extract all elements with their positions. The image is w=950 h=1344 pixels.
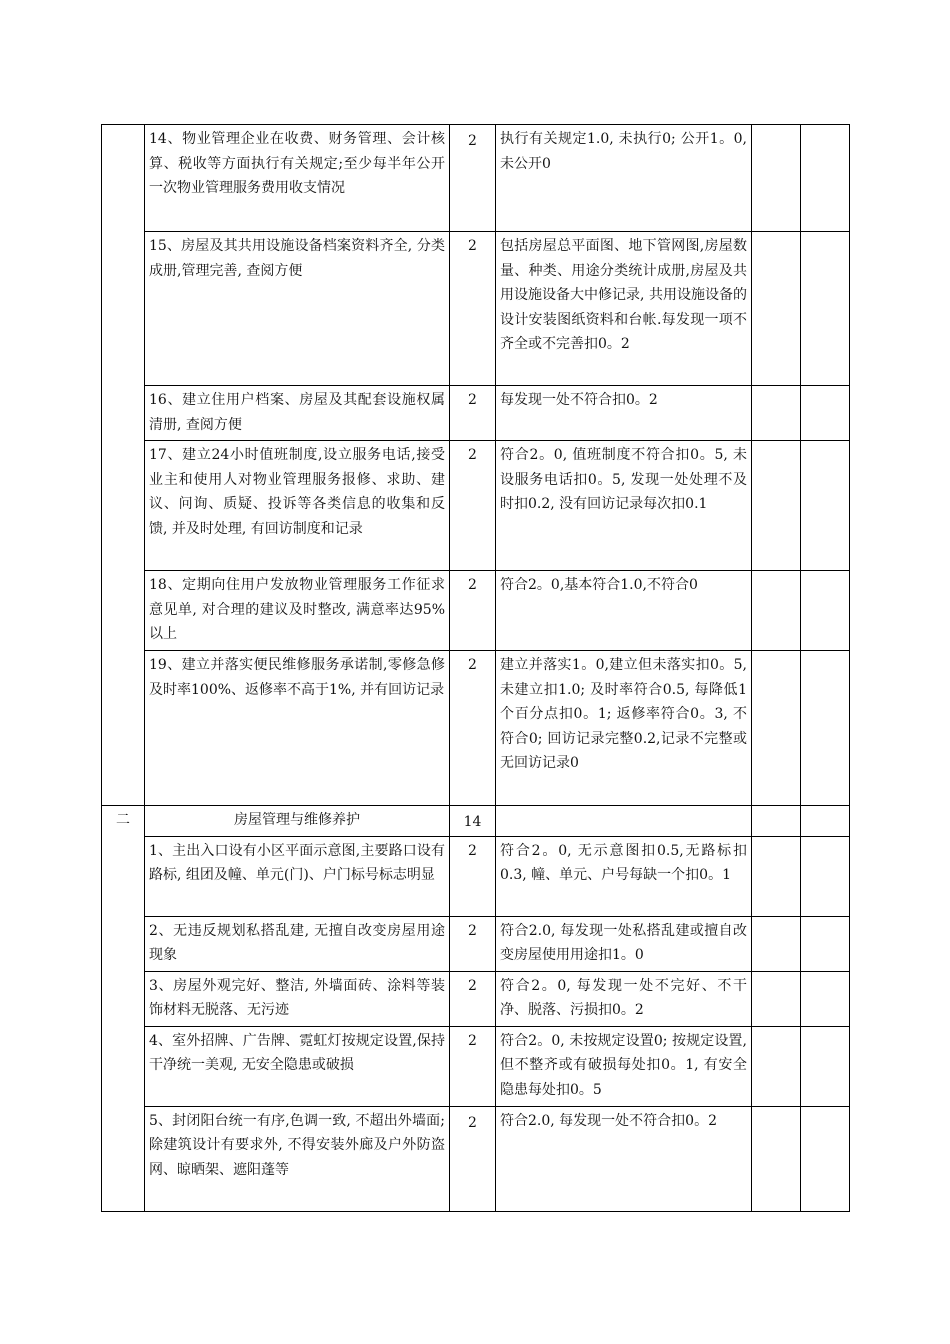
table-row: [102, 571, 850, 651]
criteria-cell: 符合2.0, 每发现一处私搭乱建或擅自改变房屋使用用途扣1。0: [496, 916, 752, 971]
score-cell: 2: [450, 571, 496, 651]
blank-cell: [752, 651, 801, 806]
item-cell: 16、建立住用户档案、房屋及其配套设施权属清册, 查阅方便: [145, 386, 450, 441]
table-row: [102, 916, 850, 971]
table-row: [102, 1106, 850, 1211]
score-cell: 2: [450, 1026, 496, 1106]
criteria-cell: 符合2.0, 每发现一处不符合扣0。2: [496, 1106, 752, 1211]
blank-cell: [801, 571, 850, 651]
blank-cell: [801, 836, 850, 916]
item-cell: 2、无违反规划私搭乱建, 无擅自改变房屋用途现象: [145, 916, 450, 971]
blank-cell: [801, 125, 850, 232]
blank-cell: [752, 916, 801, 971]
blank-cell: [752, 1106, 801, 1211]
score-cell: 2: [450, 232, 496, 386]
table-row: [102, 836, 850, 916]
blank-cell: [752, 806, 801, 837]
blank-cell: [752, 125, 801, 232]
blank-cell: [801, 651, 850, 806]
criteria-cell: 符合2。0,基本符合1.0,不符合0: [496, 571, 752, 651]
item-cell: 5、封闭阳台统一有序,色调一致, 不超出外墙面; 除建筑设计有要求外, 不得安装外廊及户外防盗网、晾晒架、遮阳蓬等: [145, 1106, 450, 1211]
item-cell: 18、定期向住用户发放物业管理服务工作征求意见单, 对合理的建议及时整改, 满意率达95%以上: [145, 571, 450, 651]
criteria-cell: 包括房屋总平面图、地下管网图,房屋数量、种类、用途分类统计成册,房屋及共用设施设备大中修记录, 共用设施设备的设计安装图纸资料和台帐.每发现一项不齐全或不完善扣0。2: [496, 232, 752, 386]
criteria-cell: 符合2。0, 每发现一处不完好、不干净、脱落、污损扣0。2: [496, 971, 752, 1026]
score-cell: 2: [450, 651, 496, 806]
blank-cell: [752, 836, 801, 916]
section-number: 二: [102, 806, 145, 1212]
blank-cell: [801, 232, 850, 386]
score-cell: 2: [450, 1106, 496, 1211]
item-cell: 15、房屋及其共用设施设备档案资料齐全, 分类成册,管理完善, 查阅方便: [145, 232, 450, 386]
blank-cell: [801, 971, 850, 1026]
table-row: [102, 971, 850, 1026]
blank-cell: [801, 916, 850, 971]
score-cell: 2: [450, 836, 496, 916]
score-cell: 2: [450, 916, 496, 971]
table-row: [102, 386, 850, 441]
table-row: [102, 125, 850, 232]
table-row: [102, 232, 850, 386]
section-score: 14: [450, 806, 496, 837]
assessment-table: [101, 124, 850, 1212]
blank-cell: [752, 232, 801, 386]
criteria-cell: 符合2。0, 值班制度不符合扣0。5, 未设服务电话扣0。5, 发现一处处理不及时扣0.2, 没有回访记录每次扣0.1: [496, 441, 752, 571]
blank-cell: [752, 441, 801, 571]
blank-cell: [752, 386, 801, 441]
blank-cell: [801, 386, 850, 441]
section-header-row: [102, 806, 850, 837]
blank-cell: [752, 971, 801, 1026]
score-cell: 2: [450, 971, 496, 1026]
table-row: [102, 441, 850, 571]
section-number-cell: [102, 125, 145, 806]
item-cell: 19、建立并落实便民维修服务承诺制,零修急修及时率100%、返修率不高于1%, 并有回访记录: [145, 651, 450, 806]
score-cell: 2: [450, 125, 496, 232]
table-row: [102, 1026, 850, 1106]
score-cell: 2: [450, 441, 496, 571]
section-title: 房屋管理与维修养护: [145, 806, 450, 837]
blank-cell: [801, 1106, 850, 1211]
item-cell: 1、主出入口设有小区平面示意图,主要路口设有路标, 组团及幢、单元(门)、户门标号标志明显: [145, 836, 450, 916]
blank-cell: [752, 571, 801, 651]
criteria-cell: 建立并落实1。0,建立但未落实扣0。5,未建立扣1.0; 及时率符合0.5, 每降低1个百分点扣0。1; 返修率符合0。3, 不符合0; 回访记录完整0.2,记录不完整或无回访记录0: [496, 651, 752, 806]
blank-cell: [496, 806, 752, 837]
item-cell: 17、建立24小时值班制度,设立服务电话,接受业主和使用人对物业管理服务报修、求助、建议、问询、质疑、投诉等各类信息的收集和反馈, 并及时处理, 有回访制度和记录: [145, 441, 450, 571]
table-row: [102, 651, 850, 806]
blank-cell: [801, 806, 850, 837]
blank-cell: [801, 1026, 850, 1106]
criteria-cell: 符合2。0, 未按规定设置0; 按规定设置, 但不整齐或有破损每处扣0。1, 有安全隐患每处扣0。5: [496, 1026, 752, 1106]
blank-cell: [752, 1026, 801, 1106]
item-cell: 3、房屋外观完好、整洁, 外墙面砖、涂料等装饰材料无脱落、无污迹: [145, 971, 450, 1026]
criteria-cell: 符合2。0, 无示意图扣0.5,无路标扣0.3, 幢、单元、户号每缺一个扣0。1: [496, 836, 752, 916]
score-cell: 2: [450, 386, 496, 441]
item-cell: 14、物业管理企业在收费、财务管理、会计核算、税收等方面执行有关规定;至少每半年公开一次物业管理服务费用收支情况: [145, 125, 450, 232]
criteria-cell: 执行有关规定1.0, 未执行0; 公开1。0,未公开0: [496, 125, 752, 232]
blank-cell: [801, 441, 850, 571]
criteria-cell: 每发现一处不符合扣0。2: [496, 386, 752, 441]
item-cell: 4、室外招牌、广告牌、霓虹灯按规定设置,保持干净统一美观, 无安全隐患或破损: [145, 1026, 450, 1106]
